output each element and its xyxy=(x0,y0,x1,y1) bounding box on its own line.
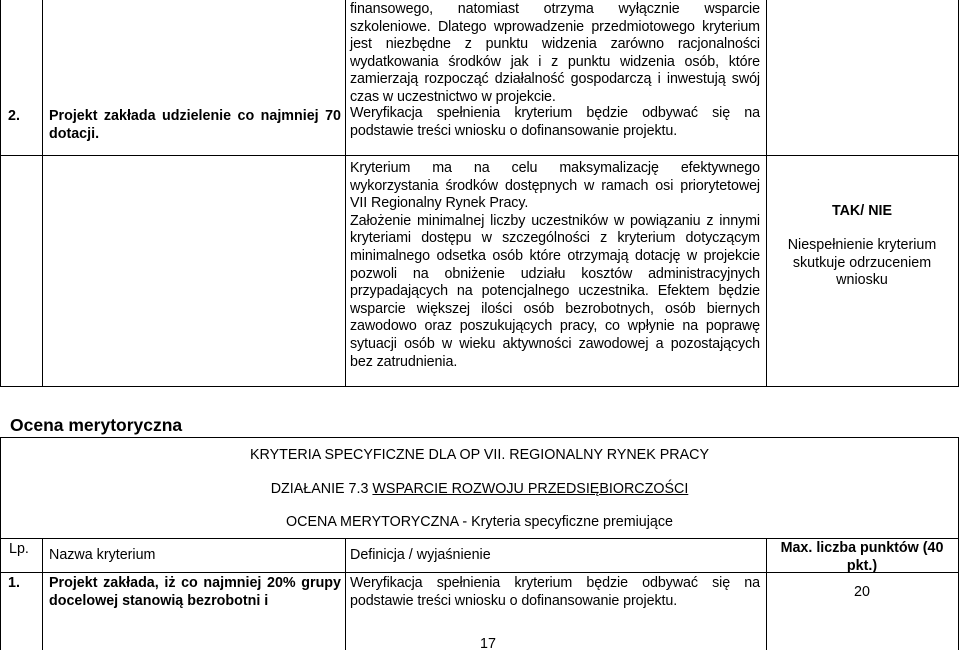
table-rule xyxy=(0,437,959,438)
criterion-name: Projekt zakłada, iż co najmniej 20% grupy docelowej stanowią bezrobotni i xyxy=(49,575,341,609)
column-header-definition: Definicja / wyjaśnienie xyxy=(350,547,491,563)
criterion-definition: Weryfikacja spełnienia kryterium będzie odbywać się na podstawie treści wniosku o dofinansowanie projektu. xyxy=(350,575,760,609)
action-label: DZIAŁANIE 7.3 xyxy=(270,481,373,497)
table-rule xyxy=(766,538,767,650)
criterion-number: 1. xyxy=(8,575,20,591)
table-rule xyxy=(0,386,959,387)
continued-verification: Weryfikacja spełnienia kryterium będzie odbywać się na podstawie treści wniosku o dofinansowanie projektu. xyxy=(350,105,760,139)
column-header-max-points: Max. liczba punktów (40 pkt.) xyxy=(780,540,944,574)
table-rule xyxy=(0,538,959,539)
action-title: WSPARCIE ROZWOJU PRZEDSIĘBIORCZOŚCI xyxy=(372,481,689,497)
criterion-definition xyxy=(350,160,760,371)
assessment-title: TAK/ NIE xyxy=(831,203,893,219)
table-header-action xyxy=(0,481,959,499)
definition-paragraph: Założenie minimalnej liczby uczestników w powiązaniu z innymi kryteriami dostępu w szczególności z kryterium dotyczącym minimalnego odsetka osób które otrzymają dotację w projekcie pozwoli na obniżenie udziału kosztów administracyjnych przypadających na potencjalnego uczestnika. Efektem będzie wsparcie większej ilości osób bezrobotnych, osób biernych zawodowo oraz poszukujących pracy, co wpłynie na poprawę sytuacji osób w wieku aktywności zawodowej a pozostających bez zatrudnienia. xyxy=(350,212,760,370)
assessment-note: Niespełnienie kryterium skutkuje odrzuceniem wniosku xyxy=(787,237,937,289)
table-rule xyxy=(42,0,43,387)
table-rule xyxy=(0,155,959,156)
table-header-evaluation: OCENA MERYTORYCZNA - Kryteria specyficzne premiujące xyxy=(286,514,673,530)
column-header-name: Nazwa kryterium xyxy=(49,547,156,563)
table-header-program: KRYTERIA SPECYFICZNE DLA OP VII. REGIONALNY RYNEK PRACY xyxy=(250,447,709,463)
column-header-lp: Lp. xyxy=(9,541,29,557)
table-rule xyxy=(42,538,43,650)
table-rule xyxy=(345,0,346,387)
criterion-points: 20 xyxy=(854,584,870,600)
criterion-name: Projekt zakłada udzielenie co najmniej 70 dotacji. xyxy=(49,108,341,142)
criterion-number: 2. xyxy=(8,108,20,124)
table-rule xyxy=(345,538,346,650)
table-rule xyxy=(766,0,767,387)
definition-paragraph: Kryterium ma na celu maksymalizację efektywnego wykorzystania środków dostępnych w ramach osi priorytetowej VII Regionalny Rynek Pracy. xyxy=(350,160,760,212)
section-heading: Ocena merytoryczna xyxy=(10,415,183,435)
table-rule xyxy=(0,437,1,650)
continued-definition: finansowego, natomiast otrzyma wyłącznie wsparcie szkoleniowe. Dlatego wprowadzenie przedmiotowego kryterium jest niezbędne z punktu widzenia zarówno racjonalności wydatkowania środków jak i z punktu widzenia osób, które zamierzają rozpocząć działalność gospodarczą i inwestują swój czas w uczestnictwo w projekcie. xyxy=(350,1,760,105)
page-number: 17 xyxy=(480,636,496,652)
table-rule xyxy=(0,0,1,387)
